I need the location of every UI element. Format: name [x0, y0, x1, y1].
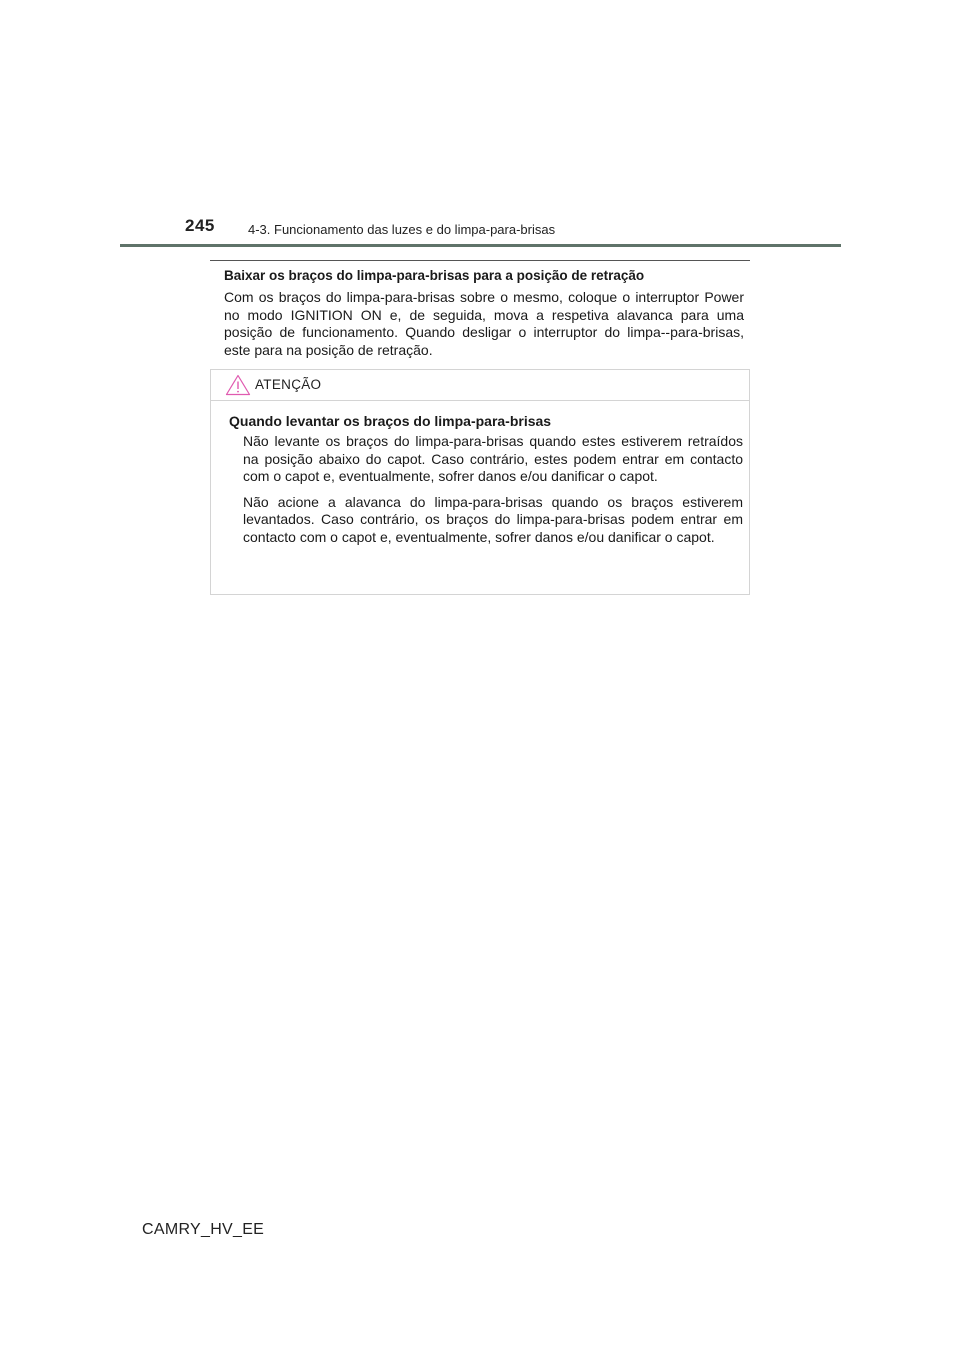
caution-box: [210, 369, 750, 595]
section-body: Com os braços do limpa-para-brisas sobre o mesmo, coloque o interruptor Power no modo IGNITION ON e, de seguida, mova a respetiva alavanca para uma posição de funcionamento. Quando desligar o interruptor do limpa--para-brisas, este para na posição de retração.: [224, 289, 744, 358]
chapter-title: 4-3. Funcionamento das luzes e do limpa-para-brisas: [248, 222, 556, 237]
warning-triangle-icon: [225, 374, 251, 396]
caution-title: ATENÇÃO: [255, 377, 322, 392]
retraction-section: [210, 260, 750, 359]
model-code: CAMRY_HV_EE: [142, 1221, 265, 1238]
header-divider: [120, 244, 841, 247]
caution-paragraph: Não acione a alavanca do limpa-para-brisas quando os braços estiverem levantados. Caso contrário, os braços do limpa-para-brisas podem entrar em contacto com o capot e, eventualmente, sofrer danos e/ou danificar o capot.: [243, 493, 743, 545]
page-number: 245: [185, 216, 215, 235]
caution-subheading: Quando levantar os braços do limpa-para-brisas: [229, 413, 552, 429]
section-heading: Baixar os braços do limpa-para-brisas para a posição de retração: [224, 268, 645, 283]
caution-paragraph: Não levante os braços do limpa-para-brisas quando estes estiverem retraídos na posição abaixo do capot. Caso contrário, estes podem entrar em contacto com o capot e, eventualmente, sofrer danos e/ou danificar o capot.: [243, 433, 743, 484]
caution-header: [211, 370, 749, 401]
